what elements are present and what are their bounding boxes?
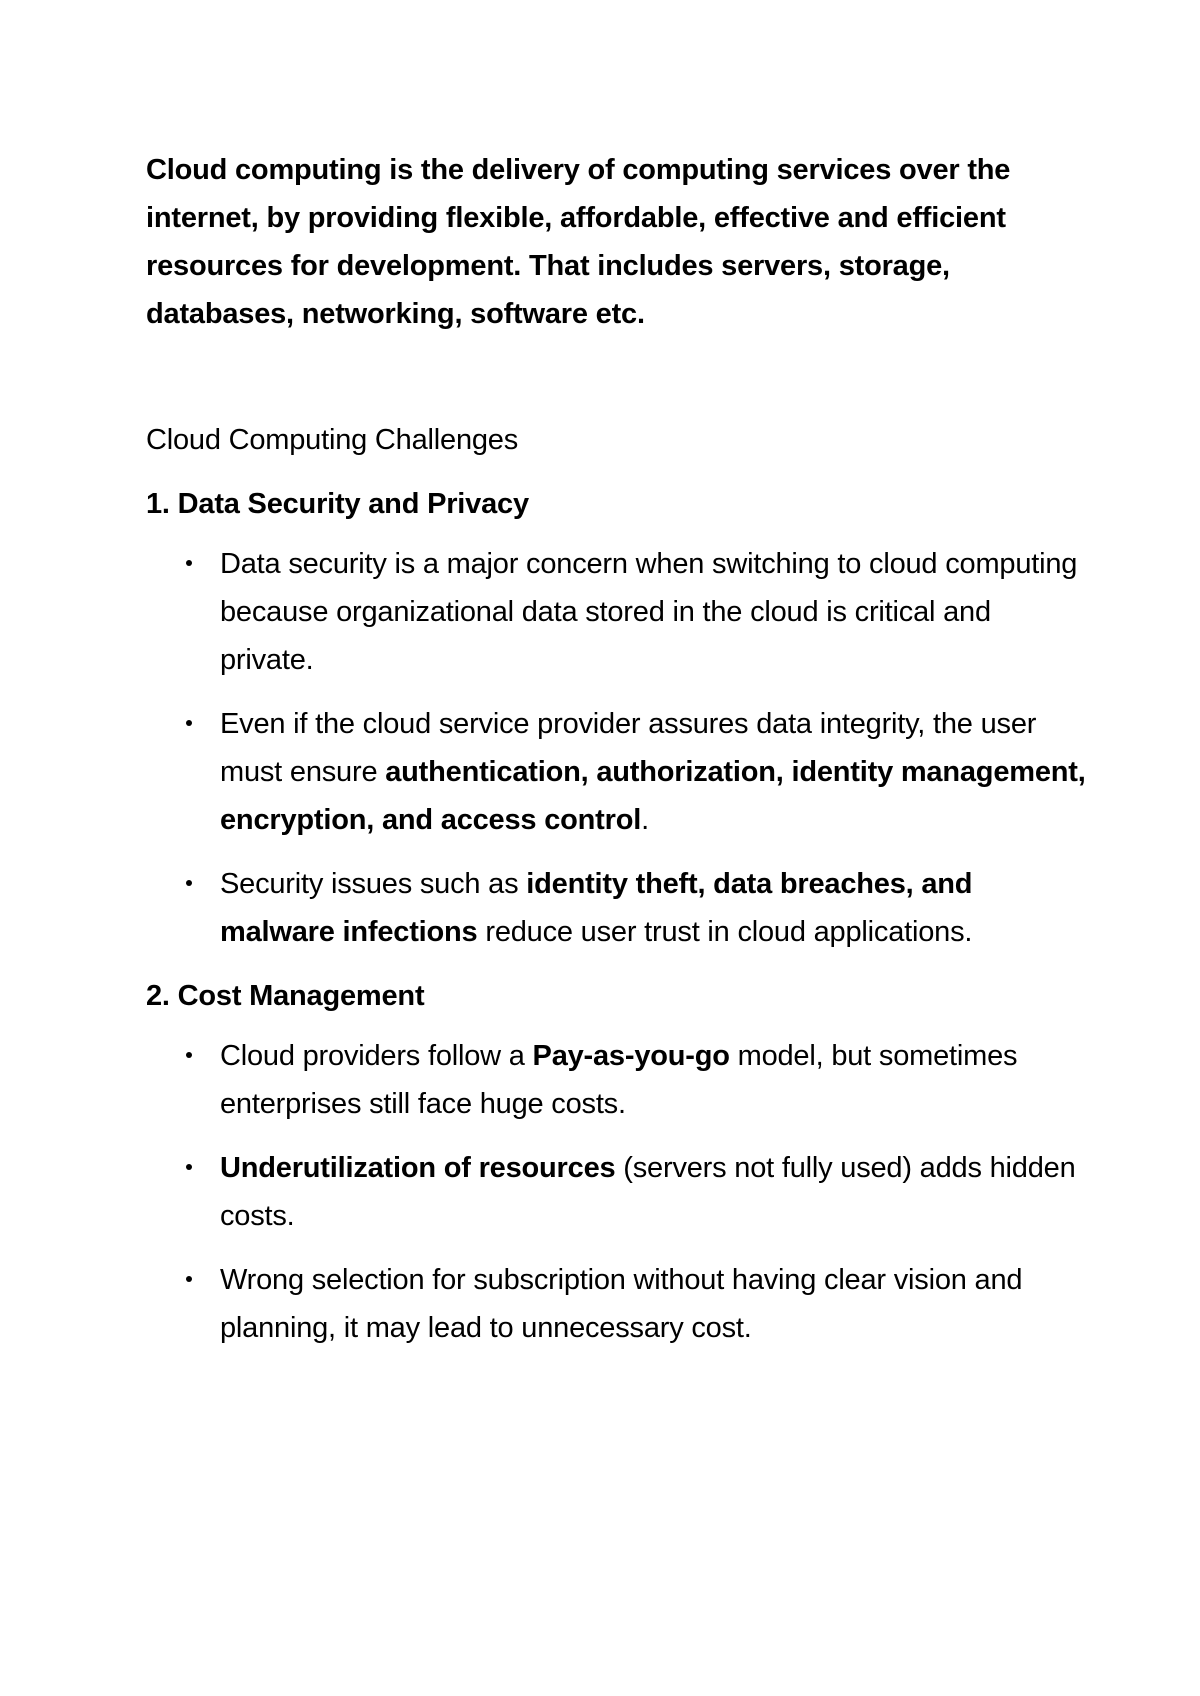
list-item-text: (servers not fully used) adds hidden costs. — [220, 1152, 1076, 1232]
list-item-bold-text: Pay-as-you-go — [532, 1040, 730, 1072]
bullet-icon — [186, 1164, 192, 1170]
list-item-text: model, but sometimes enterprises still face huge costs. — [220, 1040, 1018, 1120]
bullet-icon — [186, 1276, 192, 1282]
list-item-text: reduce user trust in cloud applications. — [477, 916, 973, 948]
list-item-text: Security issues such as — [220, 868, 527, 900]
list-item — [146, 1256, 1086, 1352]
list-item-bold-text: identity theft, data breaches, and malware infections — [220, 868, 973, 948]
subheading-data-security: 1. Data Security and Privacy — [146, 488, 529, 520]
list-item-text: . — [641, 804, 649, 836]
bullet-icon — [186, 880, 192, 886]
subheading-cost-management: 2. Cost Management — [146, 980, 425, 1012]
list-item-bold-text: Underutilization of resources — [220, 1152, 616, 1184]
intro-paragraph: Cloud computing is the delivery of computing services over the internet, by providing flexible, affordable, effective and efficient resources for development. That includes servers, storage, databases, networking, software etc. — [146, 154, 1011, 330]
bullet-icon — [186, 560, 192, 566]
document-body — [146, 146, 1086, 1352]
bullet-icon — [186, 720, 192, 726]
list-item — [146, 1144, 1086, 1240]
bullet-list-data-security — [146, 540, 1086, 956]
list-item-text: Data security is a major concern when switching to cloud computing because organizational data stored in the cloud is critical and private. — [220, 548, 1078, 676]
list-item-bold-text: authentication, authorization, identity management, encryption, and access control — [220, 756, 1086, 836]
list-item — [146, 1032, 1086, 1128]
section-title: Cloud Computing Challenges — [146, 424, 519, 456]
list-item — [146, 700, 1086, 844]
list-item-text: Even if the cloud service provider assures data integrity, the user must ensure — [220, 708, 1037, 788]
list-item-text: Wrong selection for subscription without having clear vision and planning, it may lead to unnecessary cost. — [220, 1264, 1023, 1344]
list-item — [146, 860, 1086, 956]
list-item — [146, 540, 1086, 684]
bullet-list-cost-management — [146, 1032, 1086, 1352]
list-item-text: Cloud providers follow a — [220, 1040, 533, 1072]
bullet-icon — [186, 1052, 192, 1058]
